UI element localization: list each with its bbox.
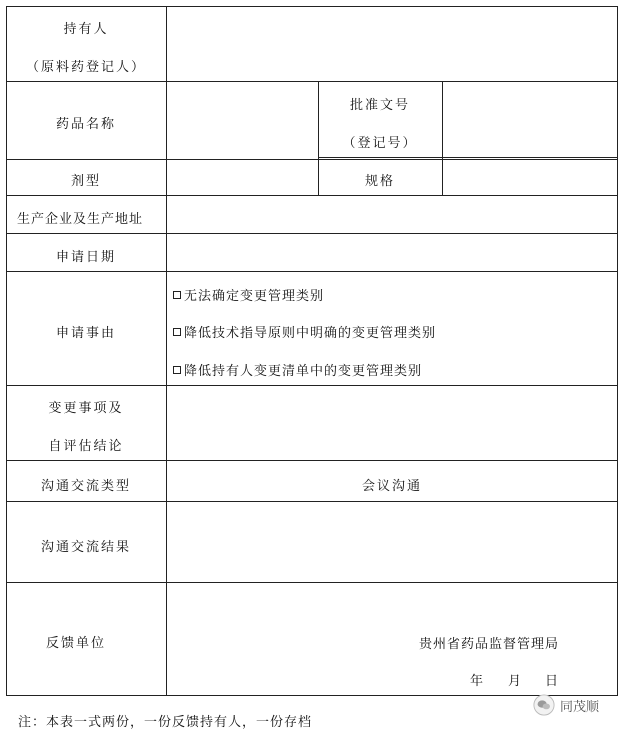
apply-date-label: 申请日期	[55, 250, 117, 265]
dosage-form-label: 剂型	[70, 174, 102, 189]
checkbox-icon[interactable]	[173, 328, 181, 336]
reason-label: 申请事由	[55, 326, 117, 341]
feedback-label: 反馈单位	[45, 636, 107, 651]
date-year: 年	[470, 674, 486, 689]
spec-label: 规格	[364, 174, 396, 189]
watermark-text: 同茂顺	[560, 699, 600, 715]
approval-number-sublabel: （登记号）	[342, 136, 418, 151]
spec-value-cell[interactable]	[443, 160, 617, 195]
manufacturer-value-cell[interactable]	[167, 196, 617, 233]
reason-option-label: 降低技术指导原则中明确的变更管理类别	[184, 326, 437, 341]
footer-note: 注：本表一式两份，一份反馈持有人，一份存档	[18, 715, 313, 730]
grid-line	[6, 460, 617, 461]
date-day: 日	[545, 674, 561, 689]
reason-option[interactable]	[173, 289, 324, 305]
change-items-sublabel: 自评估结论	[48, 439, 124, 454]
reason-option[interactable]	[173, 326, 436, 342]
grid-line	[6, 582, 617, 583]
grid-line	[6, 6, 7, 696]
reason-option-label: 无法确定变更管理类别	[184, 289, 325, 304]
drug-name-value-cell[interactable]	[167, 82, 318, 195]
watermark	[533, 694, 599, 716]
drug-name-label: 药品名称	[55, 117, 117, 132]
comm-type-value: 会议沟通	[361, 479, 423, 494]
change-items-value-cell[interactable]	[167, 386, 617, 460]
comm-type-label: 沟通交流类型	[40, 479, 132, 494]
checkbox-icon[interactable]	[173, 291, 181, 299]
comm-result-value-cell[interactable]	[167, 502, 617, 582]
wechat-icon	[533, 694, 555, 716]
grid-line	[6, 695, 617, 696]
reason-option[interactable]	[173, 364, 422, 380]
holder-sublabel: （原料药登记人）	[25, 60, 147, 75]
grid-line	[318, 157, 617, 158]
manufacturer-label: 生产企业及生产地址	[17, 212, 144, 227]
approval-number-value-cell[interactable]	[443, 82, 617, 157]
holder-value-cell[interactable]	[167, 7, 617, 81]
reason-option-label: 降低持有人变更清单中的变更管理类别	[184, 364, 423, 379]
approval-number-label: 批准文号	[349, 98, 411, 113]
holder-label: 持有人	[63, 22, 109, 37]
grid-line	[6, 271, 617, 272]
grid-line	[617, 6, 618, 696]
date-month: 月	[508, 674, 524, 689]
apply-date-value-cell[interactable]	[167, 234, 617, 271]
feedback-org: 贵州省药品监督管理局	[419, 637, 560, 652]
grid-line	[318, 81, 319, 195]
change-items-label: 变更事项及	[48, 401, 124, 416]
comm-result-label: 沟通交流结果	[40, 540, 132, 555]
checkbox-icon[interactable]	[173, 366, 181, 374]
